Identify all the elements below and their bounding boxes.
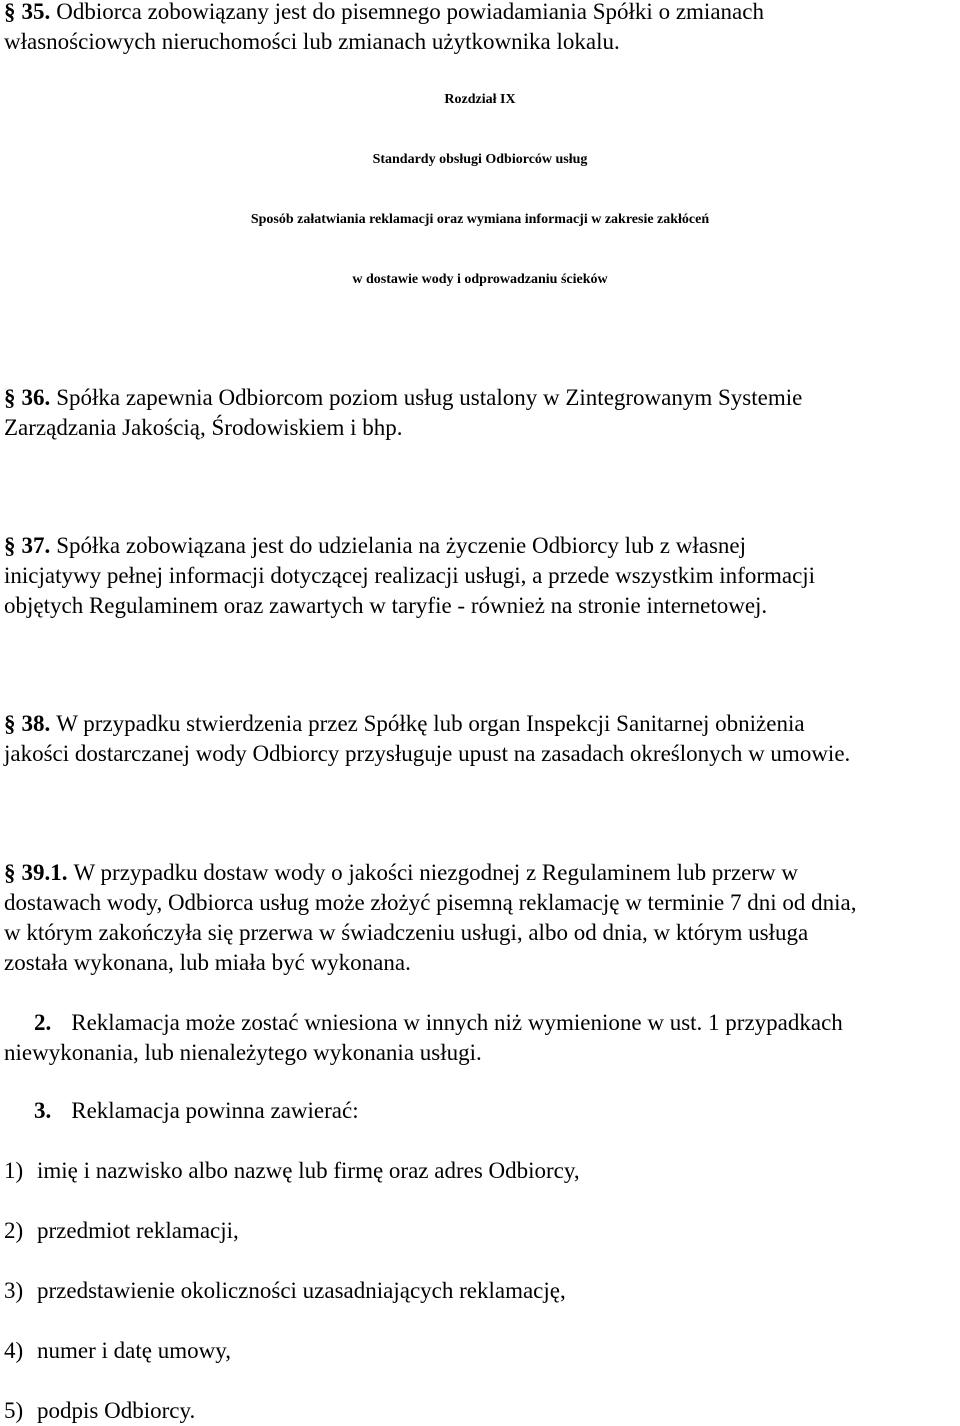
paragraph-37-line-3: objętych Regulaminem oraz zawartych w taryfie - również na stronie internetowej.	[4, 593, 768, 618]
list-marker: 4)	[4, 1338, 24, 1363]
paragraph-text: Odbiorca zobowiązany jest do pisemnego powiadamiania Spółki o zmianach	[56, 0, 764, 24]
paragraph-number: 37.	[21, 533, 51, 558]
list-item	[4, 1396, 195, 1426]
list-item-text: podpis Odbiorcy.	[37, 1398, 196, 1423]
paragraph-37-line-1	[4, 531, 746, 561]
subparagraph-number: 3.	[34, 1098, 52, 1123]
list-marker: 5)	[4, 1398, 24, 1423]
paragraph-text: Spółka zapewnia Odbiorcom poziom usług ustalony w Zintegrowanym Systemie	[56, 385, 803, 410]
paragraph-39-3-line-1	[34, 1096, 359, 1126]
paragraph-39-1-line-2: dostawach wody, Odbiorca usług może złożyć pisemną reklamację w terminie 7 dni od dnia,	[4, 890, 857, 915]
paragraph-39-2-line-2: niewykonania, lub nienależytego wykonania usługi.	[4, 1040, 482, 1065]
list-marker: 1)	[4, 1158, 24, 1183]
paragraph-39-2-line-1	[34, 1008, 843, 1038]
paragraph-35-line-1	[4, 0, 764, 27]
list-item-text: imię i nazwisko albo nazwę lub firmę oraz adres Odbiorcy,	[37, 1158, 580, 1183]
paragraph-39-1-line-4: została wykonana, lub miała być wykonana.	[4, 950, 411, 975]
list-item-text: numer i datę umowy,	[37, 1338, 231, 1363]
paragraph-39-1-line-1	[4, 858, 798, 888]
chapter-subtitle: Standardy obsługi Odbiorców usług	[372, 152, 588, 167]
paragraph-number: 35.	[21, 0, 51, 24]
chapter-title: Rozdział IX	[444, 92, 516, 107]
paragraph-number: 39.1.	[21, 860, 68, 885]
paragraph-text: Reklamacja powinna zawierać:	[71, 1098, 359, 1123]
section-symbol: §	[4, 385, 16, 410]
list-item	[4, 1336, 231, 1366]
section-symbol: §	[4, 711, 16, 736]
list-item	[4, 1156, 580, 1186]
paragraph-36-line-1	[4, 383, 802, 413]
section-symbol: §	[4, 533, 16, 558]
section-symbol: §	[4, 0, 16, 24]
list-item-text: przedmiot reklamacji,	[37, 1218, 239, 1243]
paragraph-39-1-line-3: w którym zakończyła się przerwa w świadczeniu usługi, albo od dnia, w którym usługa	[4, 920, 809, 945]
paragraph-text: W przypadku stwierdzenia przez Spółkę lub organ Inspekcji Sanitarnej obniżenia	[56, 711, 805, 736]
paragraph-36-line-2: Zarządzania Jakością, Środowiskiem i bhp.	[4, 415, 403, 440]
paragraph-text: Spółka zobowiązana jest do udzielania na życzenie Odbiorcy lub z własnej	[56, 533, 746, 558]
paragraph-37-line-2: inicjatywy pełnej informacji dotyczącej realizacji usługi, a przede wszystkim informacji	[4, 563, 816, 588]
paragraph-number: 36.	[21, 385, 51, 410]
chapter-heading-line-1: Sposób załatwiania reklamacji oraz wymiana informacji w zakresie zakłóceń	[250, 212, 710, 227]
paragraph-number: 38.	[21, 711, 51, 736]
paragraph-35-line-2: własnościowych nieruchomości lub zmianach użytkownika lokalu.	[4, 29, 620, 54]
paragraph-38-line-2: jakości dostarczanej wody Odbiorcy przysługuje upust na zasadach określonych w umowie.	[4, 741, 851, 766]
list-marker: 2)	[4, 1218, 24, 1243]
subparagraph-number: 2.	[34, 1010, 52, 1035]
paragraph-text: W przypadku dostaw wody o jakości niezgodnej z Regulaminem lub przerw w	[73, 860, 799, 885]
section-symbol: §	[4, 860, 16, 885]
list-item	[4, 1216, 239, 1246]
list-marker: 3)	[4, 1278, 24, 1303]
paragraph-38-line-1	[4, 709, 805, 739]
list-item-text: przedstawienie okoliczności uzasadniających reklamację,	[37, 1278, 566, 1303]
list-item	[4, 1276, 566, 1306]
paragraph-text: Reklamacja może zostać wniesiona w innych niż wymienione w ust. 1 przypadkach	[71, 1010, 843, 1035]
chapter-heading-line-2: w dostawie wody i odprowadzaniu ścieków	[352, 272, 608, 287]
